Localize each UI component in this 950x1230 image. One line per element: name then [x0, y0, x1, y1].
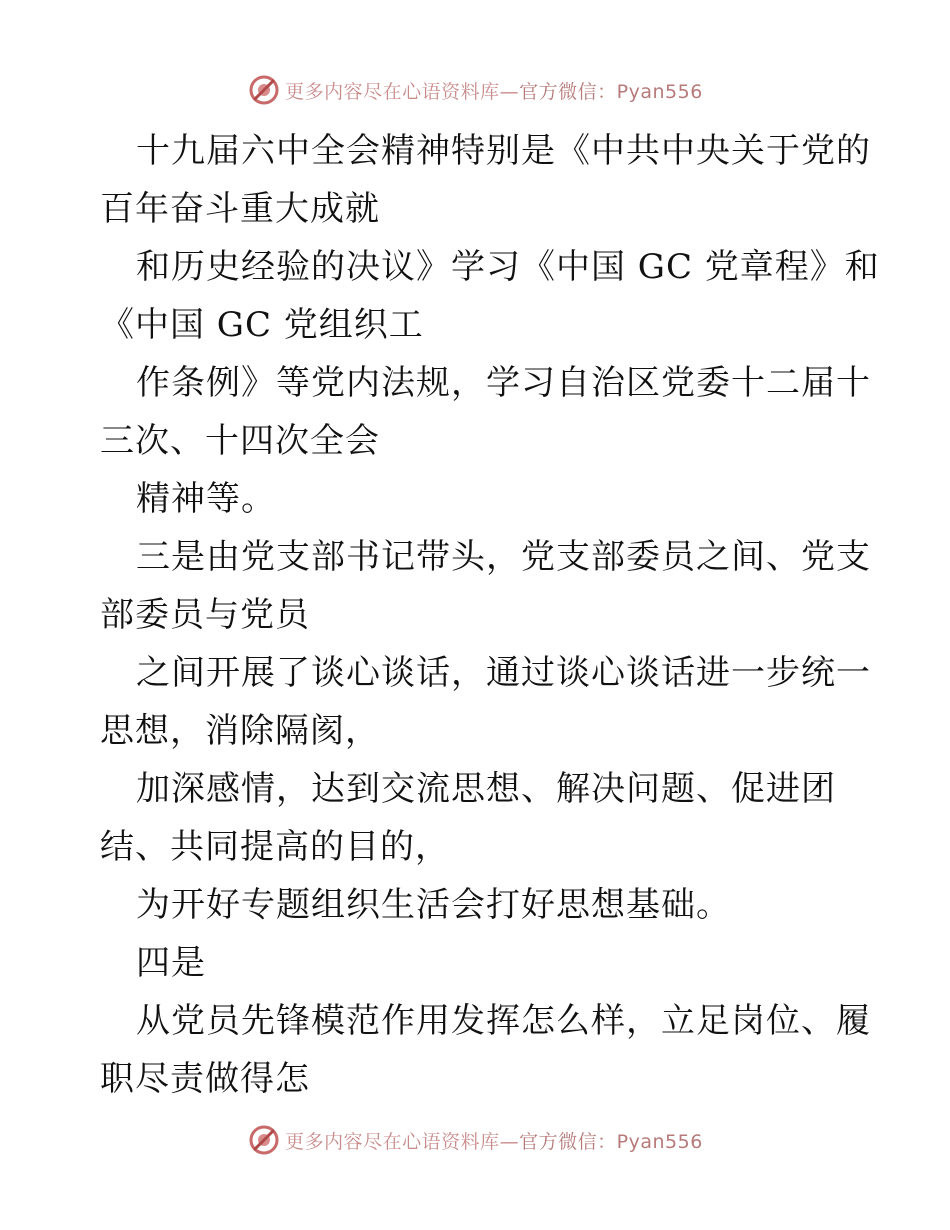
text-line: 加深感情，达到交流思想、解决问题、促进团 — [136, 769, 836, 809]
text-line: 三次、十四次全会 — [100, 421, 380, 461]
watermark-text — [285, 1127, 703, 1154]
text-line: 结、共同提高的目的， — [100, 827, 450, 867]
text-line: 职尽责做得怎 — [100, 1059, 310, 1099]
watermark-wechat: 官方微信：Pyan556 — [519, 80, 703, 103]
footer-watermark — [0, 1122, 950, 1158]
text-line: 精神等。 — [136, 479, 276, 519]
text-line: 从党员先锋模范作用发挥怎么样，立足岗位、履 — [136, 1001, 871, 1041]
text-line: 部委员与党员 — [100, 595, 310, 635]
watermark-main: 更多内容尽在心语资料库— — [285, 80, 520, 103]
text-line: 《中国 GC 党组织工 — [100, 305, 424, 345]
watermark-wechat: 官方微信：Pyan556 — [519, 1130, 703, 1153]
logo-icon — [247, 1123, 281, 1157]
text-line: 为开好专题组织生活会打好思想基础。 — [136, 885, 731, 925]
text-line: 作条例》等党内法规，学习自治区党委十二届十 — [136, 363, 871, 403]
text-line: 十九届六中全会精神特别是《中共中央关于党的 — [136, 131, 871, 171]
watermark-main: 更多内容尽在心语资料库— — [285, 1130, 520, 1153]
text-line: 四是 — [136, 943, 206, 983]
text-line: 之间开展了谈心谈话，通过谈心谈话进一步统一 — [136, 653, 871, 693]
text-line: 三是由党支部书记带头，党支部委员之间、党支 — [136, 537, 871, 577]
header-watermark — [0, 72, 950, 108]
text-line: 思想，消除隔阂， — [100, 711, 380, 751]
watermark-text — [285, 77, 703, 104]
text-line: 百年奋斗重大成就 — [100, 189, 380, 229]
text-line: 和历史经验的决议》学习《中国 GC 党章程》和 — [136, 247, 880, 287]
logo-icon — [247, 73, 281, 107]
document-body — [100, 122, 880, 1108]
